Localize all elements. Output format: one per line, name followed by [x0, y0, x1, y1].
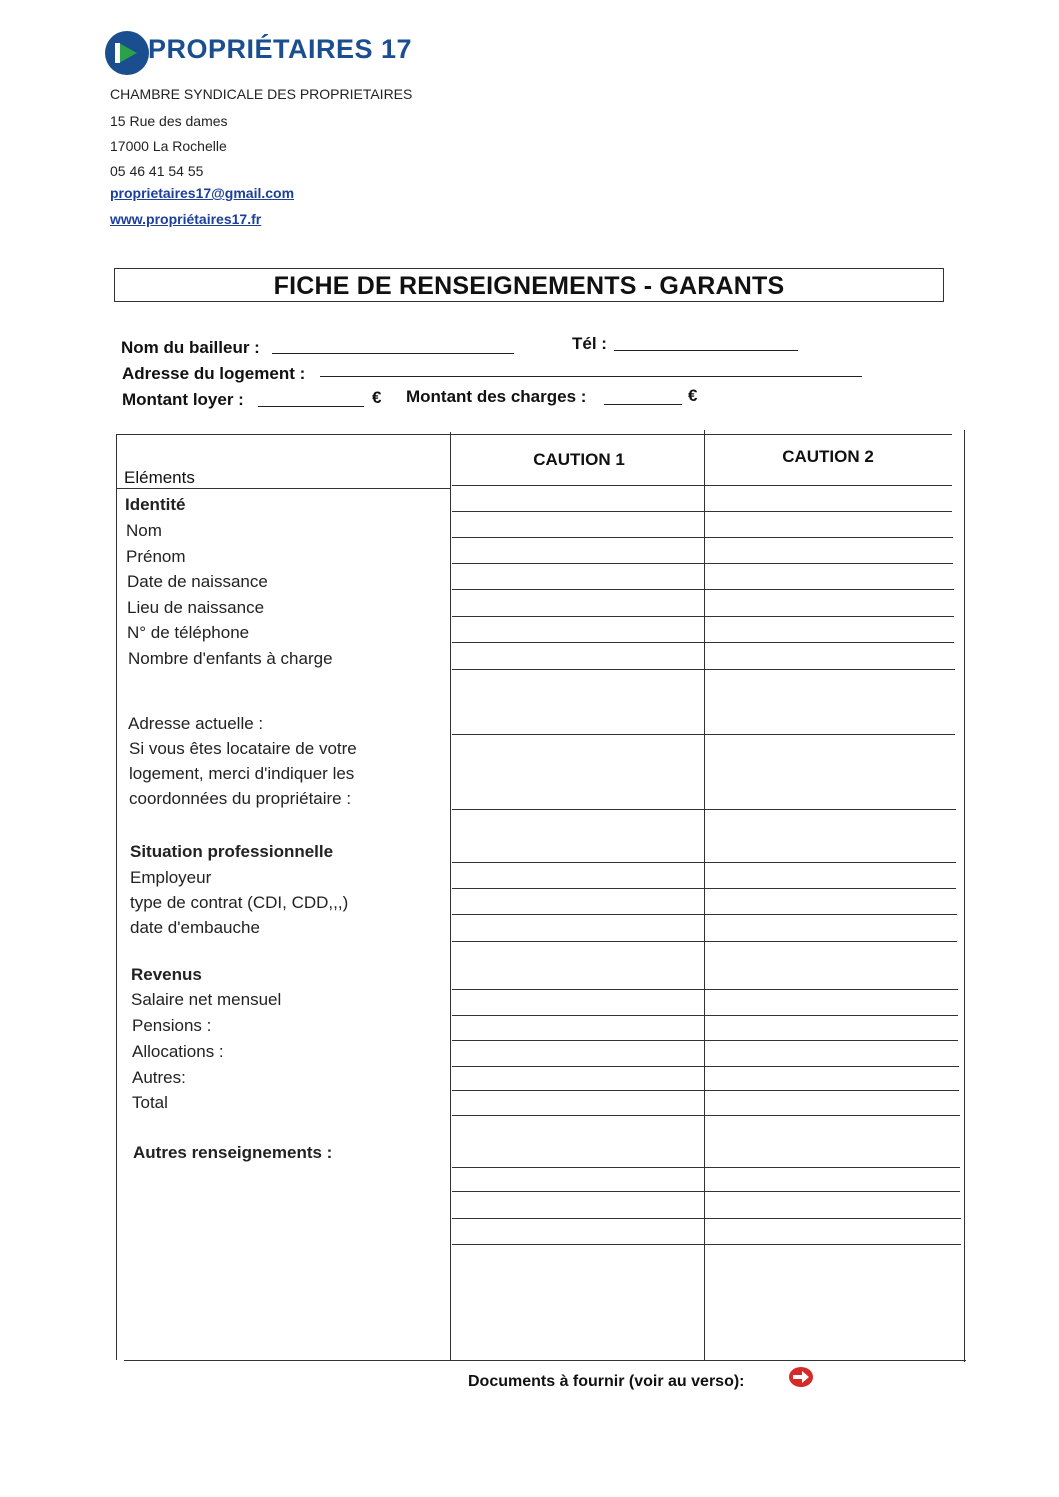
table-row-line — [452, 669, 955, 670]
income-item: Total — [132, 1093, 168, 1112]
professional-item: Employeur — [130, 868, 212, 887]
table-row-line — [452, 589, 954, 590]
income-item: Allocations : — [132, 1042, 224, 1061]
professional-item: type de contrat (CDI, CDD,,,) — [130, 893, 349, 912]
table-row-line — [452, 941, 957, 942]
address-line: Adresse actuelle : — [128, 714, 264, 733]
address-line: logement, merci d'indiquer les — [129, 764, 355, 783]
header-row-line — [116, 488, 450, 489]
professional-heading: Situation professionnelle — [130, 842, 334, 861]
table-row-line — [452, 1066, 959, 1067]
table-row-line — [452, 1244, 961, 1245]
table-row-line — [452, 1090, 959, 1091]
table-row-line — [452, 1040, 958, 1041]
table-bottom-border — [124, 1360, 966, 1361]
rent-label: Montant loyer : — [122, 390, 244, 409]
documents-note: Documents à fournir (voir au verso): — [468, 1373, 745, 1390]
table-row-line — [452, 809, 956, 810]
landlord-input[interactable] — [272, 353, 514, 354]
table-row-line — [452, 1115, 960, 1116]
col-elements: Eléments — [124, 468, 195, 487]
table-row-line — [452, 1167, 960, 1168]
col-sep-2 — [704, 430, 705, 1360]
page-title: FICHE DE RENSEIGNEMENTS - GARANTS — [273, 272, 785, 300]
tel-label: Tél : — [572, 334, 607, 353]
email-link[interactable]: proprietaires17@gmail.com — [110, 185, 295, 201]
identity-item: Nom — [126, 521, 162, 540]
org-name: CHAMBRE SYNDICALE DES PROPRIETAIRES — [110, 86, 413, 102]
address-input[interactable] — [320, 376, 862, 377]
other-heading: Autres renseignements : — [133, 1143, 333, 1162]
charges-input[interactable] — [604, 404, 682, 405]
table-row-line — [452, 563, 953, 564]
website-link[interactable]: www.propriétaires17.fr — [110, 211, 262, 227]
table-row-line — [452, 914, 957, 915]
identity-heading: Identité — [125, 495, 186, 514]
income-item: Autres: — [132, 1068, 186, 1087]
phone-number: 05 46 41 54 55 — [110, 163, 204, 179]
table-row-line — [452, 1218, 961, 1219]
charges-currency: € — [688, 386, 698, 405]
charges-label: Montant des charges : — [406, 387, 587, 406]
table-row-line — [452, 485, 952, 486]
table-row-line — [452, 537, 953, 538]
income-item: Pensions : — [132, 1016, 212, 1035]
identity-item: Lieu de naissance — [127, 598, 265, 617]
identity-item: N° de téléphone — [127, 623, 250, 642]
table-row-line — [452, 989, 958, 990]
identity-item: Date de naissance — [127, 572, 268, 591]
income-item: Salaire net mensuel — [131, 990, 282, 1009]
table-row-line — [452, 511, 952, 512]
identity-item: Nombre d'enfants à charge — [128, 649, 333, 668]
table-row-line — [452, 1191, 960, 1192]
play-arrow-logo-icon — [104, 30, 150, 76]
brand-name: PROPRIÉTAIRES 17 — [148, 34, 413, 64]
table-row-line — [452, 734, 955, 735]
address-city: 17000 La Rochelle — [110, 138, 227, 154]
tel-input[interactable] — [614, 350, 798, 351]
identity-item: Prénom — [126, 547, 186, 566]
address-street: 15 Rue des dames — [110, 113, 228, 129]
rent-input[interactable] — [258, 406, 364, 407]
table-row-line — [452, 888, 956, 889]
col-caution1: CAUTION 1 — [533, 450, 625, 469]
landlord-label: Nom du bailleur : — [121, 338, 260, 357]
table-top-border — [116, 434, 952, 435]
col-sep-1 — [450, 432, 451, 1360]
income-heading: Revenus — [131, 965, 202, 984]
table-row-line — [452, 1015, 958, 1016]
address-line: coordonnées du propriétaire : — [129, 789, 352, 808]
address-label: Adresse du logement : — [122, 364, 306, 383]
red-arrow-circle-icon[interactable] — [787, 1365, 815, 1389]
table-right-border — [964, 430, 965, 1362]
table-row-line — [452, 862, 956, 863]
professional-item: date d'embauche — [130, 918, 260, 937]
address-line: Si vous êtes locataire de votre — [129, 739, 357, 758]
col-caution2: CAUTION 2 — [782, 447, 874, 466]
table-left-border — [116, 434, 117, 1360]
table-row-line — [452, 642, 954, 643]
rent-currency: € — [372, 388, 382, 407]
table-row-line — [452, 616, 954, 617]
